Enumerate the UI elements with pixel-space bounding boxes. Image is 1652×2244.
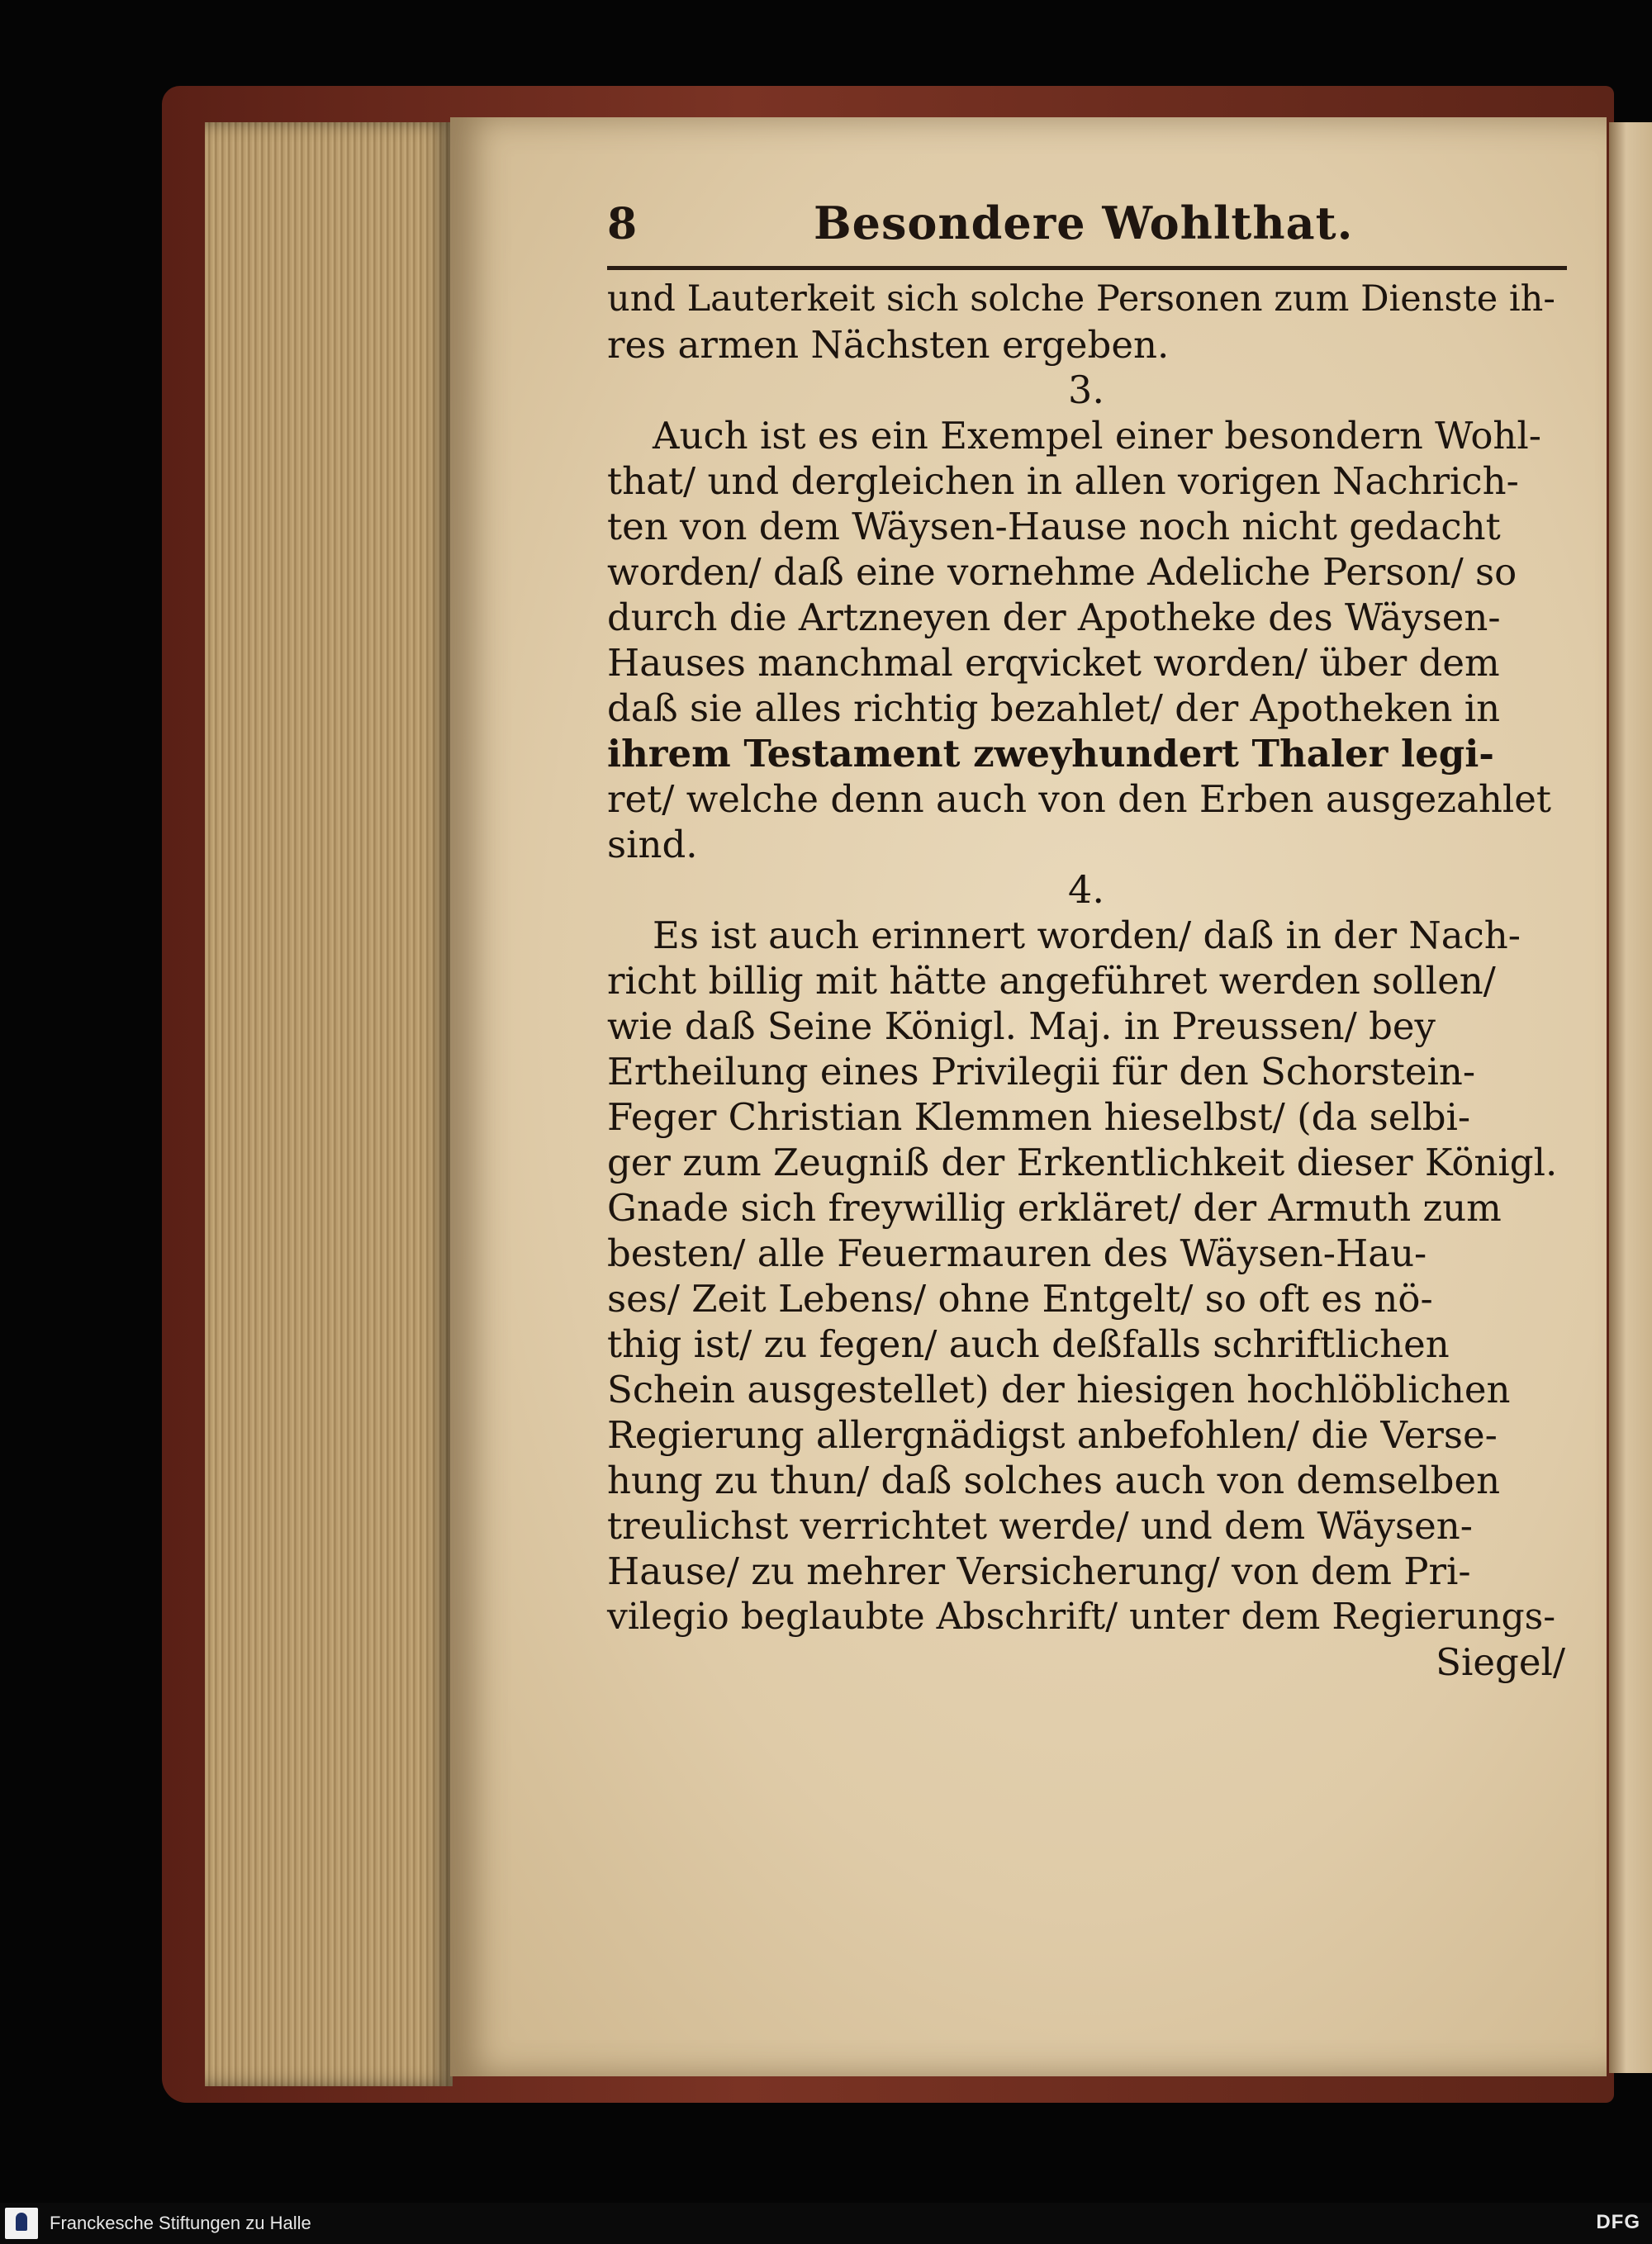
text-line: und Lauterkeit sich solche Personen zum Dienste ih- <box>607 278 1555 320</box>
institution-name: Franckesche Stiftungen zu Halle <box>50 2213 311 2233</box>
text-line: ten von dem Wäysen-Hause noch nicht gedacht <box>607 505 1501 548</box>
institution-logo-icon <box>5 2208 38 2239</box>
text-line: durch die Artzneyen der Apotheke des Wäysen- <box>607 595 1501 639</box>
text-line: daß sie alles richtig bezahlet/ der Apotheken in <box>607 686 1501 730</box>
dfg-logo: DFG <box>1596 2211 1640 2233</box>
text-line: sind. <box>607 823 698 866</box>
text-line: Feger Christian Klemmen hieselbst/ (da selbi- <box>607 1095 1471 1139</box>
running-header <box>607 192 1565 249</box>
page-text <box>607 277 1565 1685</box>
section-number: 4. <box>1068 867 1104 912</box>
text-line: Auch ist es ein Exempel einer besondern Wohl- <box>653 414 1542 458</box>
text-line: Hause/ zu mehrer Versicherung/ von dem Pri- <box>607 1549 1471 1593</box>
header-rule <box>607 266 1567 270</box>
text-line: worden/ daß eine vornehme Adeliche Person/ so <box>607 550 1517 594</box>
text-line: besten/ alle Feuermauren des Wäysen-Hau- <box>607 1231 1427 1275</box>
text-line: Hauses manchmal erqvicket worden/ über dem <box>607 641 1500 685</box>
text-line: Es ist auch erinnert worden/ daß in der Nach- <box>653 913 1521 957</box>
text-line: Regierung allergnädigst anbefohlen/ die Verse- <box>607 1413 1498 1457</box>
facing-page-edge <box>1609 122 1652 2073</box>
page-number: 8 <box>607 199 638 249</box>
text-line: that/ und dergleichen in allen vorigen Nachrich- <box>607 459 1519 503</box>
text-line: Schein ausgestellet) der hiesigen hochlöblichen <box>607 1368 1511 1411</box>
running-title: Besondere Wohlthat. <box>814 197 1354 249</box>
page-edges <box>205 122 453 2086</box>
text-line: ger zum Zeugniß der Erkentlichkeit dieser Königl. <box>607 1141 1558 1184</box>
text-line: ses/ Zeit Lebens/ ohne Entgelt/ so oft es nö- <box>607 1277 1433 1321</box>
text-line: hung zu thun/ daß solches auch von demselben <box>607 1459 1501 1502</box>
text-line: vilegio beglaubte Abschrift/ unter dem Regierungs- <box>607 1596 1556 1638</box>
text-line: ihrem Testament zweyhundert Thaler legi- <box>607 732 1494 776</box>
catchword: Siegel/ <box>1436 1640 1565 1684</box>
footer-bar <box>0 2203 1652 2244</box>
text-line: thig ist/ zu fegen/ auch deßfalls schriftlichen <box>607 1322 1450 1366</box>
text-line: Ertheilung eines Privilegii für den Schorstein- <box>607 1050 1476 1094</box>
text-line: richt billig mit hätte angeführet werden sollen/ <box>607 959 1496 1003</box>
text-line: Gnade sich freywillig erkläret/ der Armuth zum <box>607 1186 1502 1230</box>
section-number: 3. <box>1068 368 1104 412</box>
text-line: wie daß Seine Königl. Maj. in Preussen/ bey <box>607 1004 1436 1048</box>
text-line: treulichst verrichtet werde/ und dem Wäysen- <box>607 1504 1473 1548</box>
text-line: ret/ welche denn auch von den Erben ausgezahlet <box>607 777 1551 821</box>
text-line: res armen Nächsten ergeben. <box>607 323 1170 367</box>
